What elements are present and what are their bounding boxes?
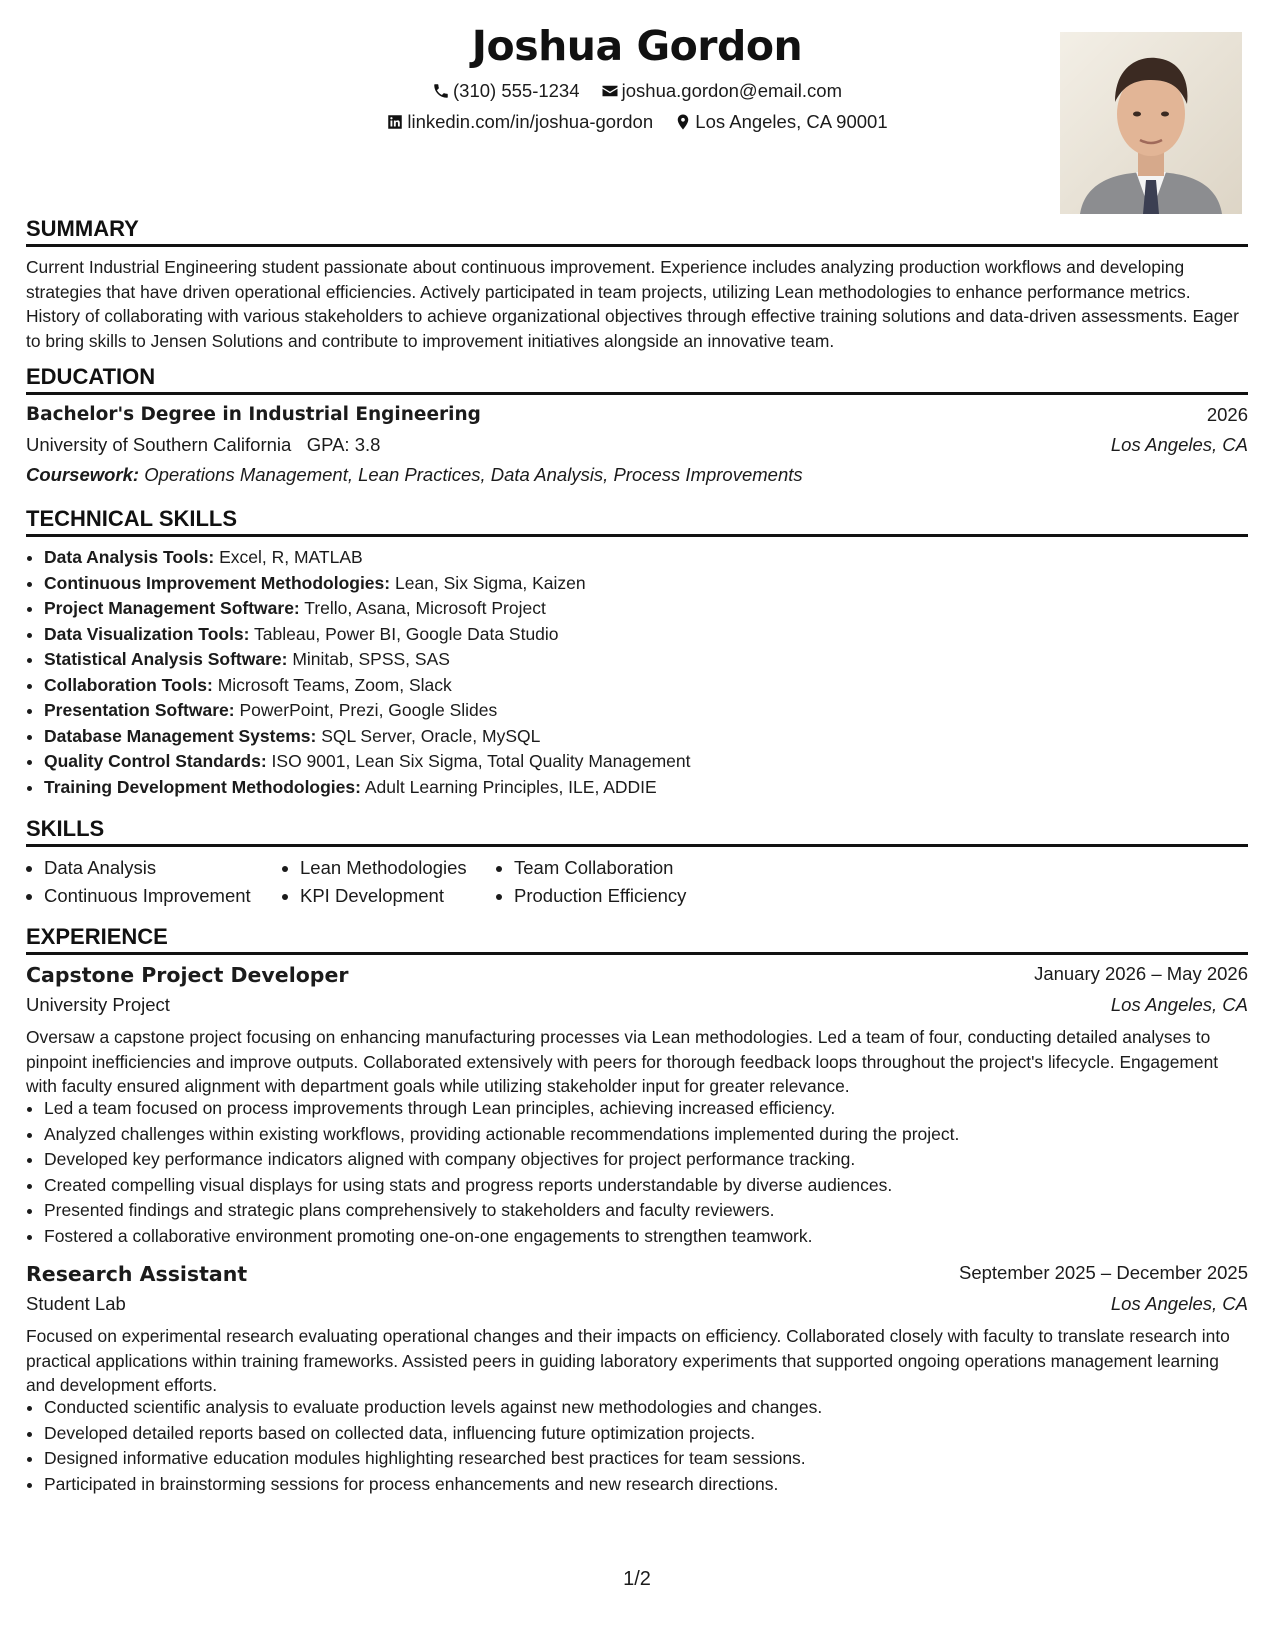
location-item xyxy=(674,111,887,133)
list-item: • Statistical Analysis Software: Minitab, SPSS, SAS xyxy=(44,647,690,673)
envelope-icon xyxy=(601,82,619,100)
education-degree-row xyxy=(26,404,1248,426)
list-item: • Database Management Systems: SQL Server, Oracle, MySQL xyxy=(44,724,690,750)
education-heading: EDUCATION xyxy=(26,364,1248,395)
skills-column-1 xyxy=(26,854,251,910)
skills-column-3 xyxy=(496,854,686,910)
list-item: • Training Development Methodologies: Adult Learning Principles, ILE, ADDIE xyxy=(44,775,690,801)
phone-text: (310) 555-1234 xyxy=(453,80,580,101)
skill-item: • Production Efficiency xyxy=(514,882,686,910)
location-text: Los Angeles, CA 90001 xyxy=(695,111,888,132)
list-item: • Conducted scientific analysis to evaluate production levels against new methodologies and changes. xyxy=(44,1395,1244,1421)
job-1-org: University Project xyxy=(26,994,170,1015)
job-2-dates: September 2025 – December 2025 xyxy=(959,1262,1248,1283)
list-item: • Collaboration Tools: Microsoft Teams, Zoom, Slack xyxy=(44,673,690,699)
page-number: 1/2 xyxy=(623,1568,651,1590)
candidate-name: Joshua Gordon xyxy=(471,22,803,70)
list-item: • Continuous Improvement Methodologies: Lean, Six Sigma, Kaizen xyxy=(44,571,690,597)
job-1-title-row xyxy=(26,963,1248,987)
summary-heading: SUMMARY xyxy=(26,216,1248,247)
map-pin-icon xyxy=(674,113,692,131)
education-school: University of Southern California xyxy=(26,434,292,455)
job-2-title-row xyxy=(26,1262,1248,1286)
education-location: Los Angeles, CA xyxy=(1110,434,1248,455)
experience-heading: EXPERIENCE xyxy=(26,924,1248,955)
education-gpa: GPA: 3.8 xyxy=(306,434,381,455)
job-1-location: Los Angeles, CA xyxy=(1110,994,1248,1015)
linkedin-item[interactable] xyxy=(386,111,653,133)
email-item[interactable] xyxy=(601,80,842,102)
job-1-dates: January 2026 – May 2026 xyxy=(1034,963,1248,984)
coursework-text: Operations Management, Lean Practices, Data Analysis, Process Improvements xyxy=(144,464,803,485)
skill-item: • Team Collaboration xyxy=(514,854,686,882)
skills-heading: SKILLS xyxy=(26,816,1248,847)
phone-item xyxy=(432,80,580,102)
job-1-role: Capstone Project Developer xyxy=(26,963,349,987)
linkedin-icon xyxy=(386,113,404,131)
list-item: • Led a team focused on process improvements through Lean principles, achieving increased efficiency. xyxy=(44,1096,1244,1122)
linkedin-text: linkedin.com/in/joshua-gordon xyxy=(407,111,654,132)
skill-item: • Continuous Improvement xyxy=(44,882,251,910)
resume-page xyxy=(26,0,1248,1650)
phone-icon xyxy=(432,82,450,100)
technical-skills-list xyxy=(26,545,690,800)
skills-column-2 xyxy=(282,854,467,910)
list-item: • Developed key performance indicators aligned with company objectives for project performance tracking. xyxy=(44,1147,1244,1173)
email-text: joshua.gordon@email.com xyxy=(621,80,842,101)
skill-item: • KPI Development xyxy=(300,882,467,910)
list-item: • Analyzed challenges within existing workflows, providing actionable recommendations implemented during the project. xyxy=(44,1122,1244,1148)
job-2-location: Los Angeles, CA xyxy=(1110,1293,1248,1314)
list-item: • Presentation Software: PowerPoint, Prezi, Google Slides xyxy=(44,698,690,724)
job-2-org-row xyxy=(26,1293,1248,1315)
job-1-description: Oversaw a capstone project focusing on enhancing manufacturing processes via Lean methodologies. Led a team of four, conducting detailed analyses to pinpoint inefficiencies and improve outputs. Collaborated extensively with peers for thorough feedback loops throughout the project's lifecycle. Engagement with faculty ensured alignment with department goals while utilizing stakeholder input for greater relevance. xyxy=(26,1027,1219,1096)
list-item: • Fostered a collaborative environment promoting one-on-one engagements to strengthen teamwork. xyxy=(44,1224,1244,1250)
coursework-label: Coursework: xyxy=(26,464,140,485)
list-item: • Presented findings and strategic plans comprehensively to stakeholders and faculty reviewers. xyxy=(44,1198,1244,1224)
summary-text: Current Industrial Engineering student passionate about continuous improvement. Experience includes analyzing production workflows and developing strategies that have driven operational efficiencies. Actively participated in team projects, utilizing Lean methodologies to enhance performance metrics. History of collaborating with various stakeholders to achieve organizational objectives through effective training solutions and data-driven assessments. Eager to bring skills to Jensen Solutions and contribute to improvement initiatives alongside an innovative team. xyxy=(26,257,1239,351)
list-item: • Created compelling visual displays for using stats and progress reports understandable by diverse audiences. xyxy=(44,1173,1244,1199)
education-degree: Bachelor's Degree in Industrial Engineering xyxy=(26,404,481,425)
list-item: • Data Analysis Tools: Excel, R, MATLAB xyxy=(44,545,690,571)
education-school-row xyxy=(26,434,1248,456)
skill-item: • Lean Methodologies xyxy=(300,854,467,882)
technical-skills-heading: TECHNICAL SKILLS xyxy=(26,506,1248,537)
list-item: • Data Visualization Tools: Tableau, Power BI, Google Data Studio xyxy=(44,622,690,648)
list-item: • Designed informative education modules highlighting researched best practices for team sessions. xyxy=(44,1446,1244,1472)
job-1-org-row xyxy=(26,994,1248,1016)
list-item: • Quality Control Standards: ISO 9001, Lean Six Sigma, Total Quality Management xyxy=(44,749,690,775)
job-2-description: Focused on experimental research evaluating operational changes and their impacts on efficiency. Collaborated closely with faculty to translate research into practical applications within training frameworks. Assisted peers in guiding laboratory experiments that supported ongoing operations management learning and development efforts. xyxy=(26,1326,1230,1395)
list-item: • Project Management Software: Trello, Asana, Microsoft Project xyxy=(44,596,690,622)
job-2-org: Student Lab xyxy=(26,1293,126,1314)
list-item: • Developed detailed reports based on collected data, influencing future optimization projects. xyxy=(44,1421,1244,1447)
education-coursework-row xyxy=(26,464,1248,486)
job-1-bullets xyxy=(26,1096,1244,1249)
education-year: 2026 xyxy=(1206,404,1248,425)
job-2-bullets xyxy=(26,1395,1244,1497)
list-item: • Participated in brainstorming sessions for process enhancements and new research directions. xyxy=(44,1472,1244,1498)
profile-photo xyxy=(1060,32,1242,214)
skill-item: • Data Analysis xyxy=(44,854,251,882)
job-2-role: Research Assistant xyxy=(26,1262,248,1286)
education-school-group xyxy=(26,434,380,456)
